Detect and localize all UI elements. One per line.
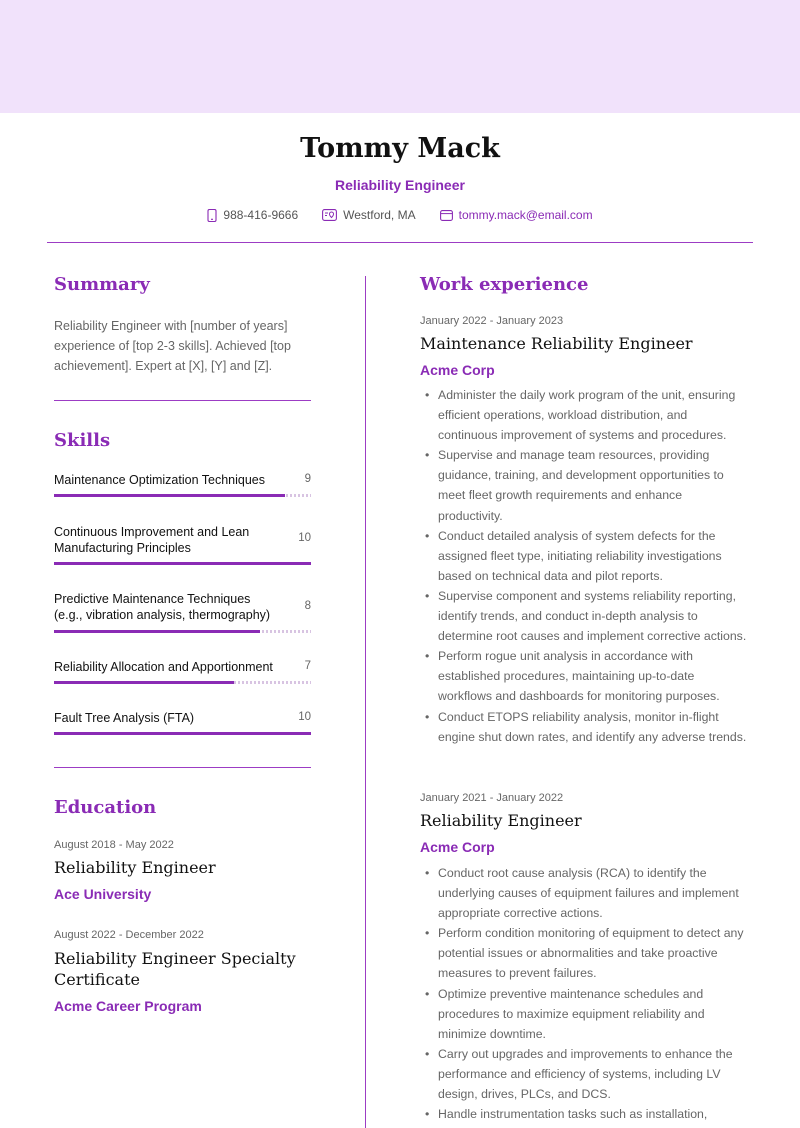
education-dates: August 2022 - December 2022 xyxy=(54,929,204,941)
skill-bar-fill xyxy=(54,630,260,633)
job-company: Acme Corp xyxy=(420,839,495,855)
skill-name: Reliability Allocation and Apportionment xyxy=(54,660,273,674)
summary-heading: Summary xyxy=(54,274,150,295)
education-degree: Reliability Engineer Specialty Certificate xyxy=(54,949,296,989)
job-bullet: • Perform condition monitoring of equipment to detect any potential issues or abnormalities and take proactive measures to prevent failures. xyxy=(420,923,748,983)
candidate-name: Tommy Mack xyxy=(300,133,500,164)
job-title: Maintenance Reliability Engineer xyxy=(420,334,693,353)
skill-level: 7 xyxy=(304,660,311,672)
skill-bar xyxy=(54,630,311,633)
candidate-role: Reliability Engineer xyxy=(335,177,465,193)
education-school: Ace University xyxy=(54,886,152,902)
skill-item xyxy=(54,591,311,634)
job-bullet: • Supervise and manage team resources, providing guidance, training, and development opportunities to meet fleet growth requirements and enhance productivity. xyxy=(420,445,748,525)
email-link[interactable]: tommy.mack@email.com xyxy=(458,208,593,222)
job-bullet: • Supervise component and systems reliability reporting, identify trends, and conduct in-depth analysis to determine root causes and implement corrective actions. xyxy=(420,586,748,646)
skill-bar-fill xyxy=(54,562,311,565)
skills-divider xyxy=(54,767,311,768)
skill-level: 10 xyxy=(298,711,311,723)
skill-item xyxy=(54,524,311,566)
education-degree: Reliability Engineer xyxy=(54,858,216,877)
resume-header xyxy=(0,113,800,243)
summary-divider xyxy=(54,400,311,401)
skill-name: Fault Tree Analysis (FTA) xyxy=(54,711,195,725)
skill-item xyxy=(54,659,311,685)
header-divider xyxy=(47,242,753,243)
job-bullet: • Administer the daily work program of the unit, ensuring efficient operations, workload distribution, and continuous improvement of systems and procedures. xyxy=(420,385,748,445)
skill-bar xyxy=(54,732,311,735)
job-bullet: • Carry out upgrades and improvements to enhance the performance and efficiency of systems, including LV design, drives, PLCs, and DCS. xyxy=(420,1044,748,1104)
skill-bar-fill xyxy=(54,732,311,735)
job-bullet: • Conduct ETOPS reliability analysis, monitor in-flight engine shut down rates, and identify any adverse trends. xyxy=(420,707,748,747)
mail-icon xyxy=(440,210,453,221)
contact-email[interactable] xyxy=(440,208,593,222)
contact-location xyxy=(322,208,415,222)
contact-phone xyxy=(207,208,298,222)
skill-bar-fill xyxy=(54,494,285,497)
skill-item xyxy=(54,472,311,498)
job-dates: January 2021 - January 2022 xyxy=(420,792,564,804)
job-dates: January 2022 - January 2023 xyxy=(420,315,564,327)
phone-icon xyxy=(207,209,217,222)
contact-row xyxy=(0,208,800,222)
header-band xyxy=(0,0,800,113)
job-company: Acme Corp xyxy=(420,362,495,378)
skill-bar-fill xyxy=(54,681,234,684)
job-bullet: • Conduct detailed analysis of system defects for the assigned fleet type, initiating reliability investigations based on technical data and pilot reports. xyxy=(420,526,748,586)
job-bullet: • Handle instrumentation tasks such as installation, xyxy=(420,1104,748,1124)
job-title: Reliability Engineer xyxy=(420,811,582,830)
phone-number: 988-416-9666 xyxy=(223,208,299,222)
job-bullet: • Perform rogue unit analysis in accordance with established procedures, maintaining up-to-date workflows and dashboards for monitoring purposes. xyxy=(420,646,748,706)
column-divider xyxy=(365,276,366,1128)
skill-name: Maintenance Optimization Techniques xyxy=(54,473,266,487)
skill-name: Continuous Improvement and Lean Manufacturing Principles xyxy=(54,525,250,555)
education-school: Acme Career Program xyxy=(54,998,202,1014)
skill-level: 9 xyxy=(304,473,311,485)
skill-level: 10 xyxy=(298,532,311,544)
location-text: Westford, MA xyxy=(343,208,416,222)
job-bullets xyxy=(420,863,748,1124)
map-icon xyxy=(322,209,337,221)
skill-bar xyxy=(54,494,311,497)
summary-text: Reliability Engineer with [number of years] experience of [top 2-3 skills]. Achieved [top achievement]. Expert at [X], [Y] and [Z]. xyxy=(54,319,291,373)
job-bullets xyxy=(420,385,748,747)
skill-item xyxy=(54,710,311,736)
job-bullet: • Optimize preventive maintenance schedules and procedures to maximize equipment reliability and minimize downtime. xyxy=(420,984,748,1044)
skill-level: 8 xyxy=(304,600,311,612)
skills-heading: Skills xyxy=(54,430,111,451)
education-heading: Education xyxy=(54,797,157,818)
skill-bar xyxy=(54,562,311,565)
skill-name: Predictive Maintenance Techniques (e.g., vibration analysis, thermography) xyxy=(54,592,271,622)
work-heading: Work experience xyxy=(420,274,589,295)
job-bullet: • Conduct root cause analysis (RCA) to identify the underlying causes of equipment failures and implement appropriate corrective actions. xyxy=(420,863,748,923)
skill-bar xyxy=(54,681,311,684)
education-dates: August 2018 - May 2022 xyxy=(54,839,174,851)
